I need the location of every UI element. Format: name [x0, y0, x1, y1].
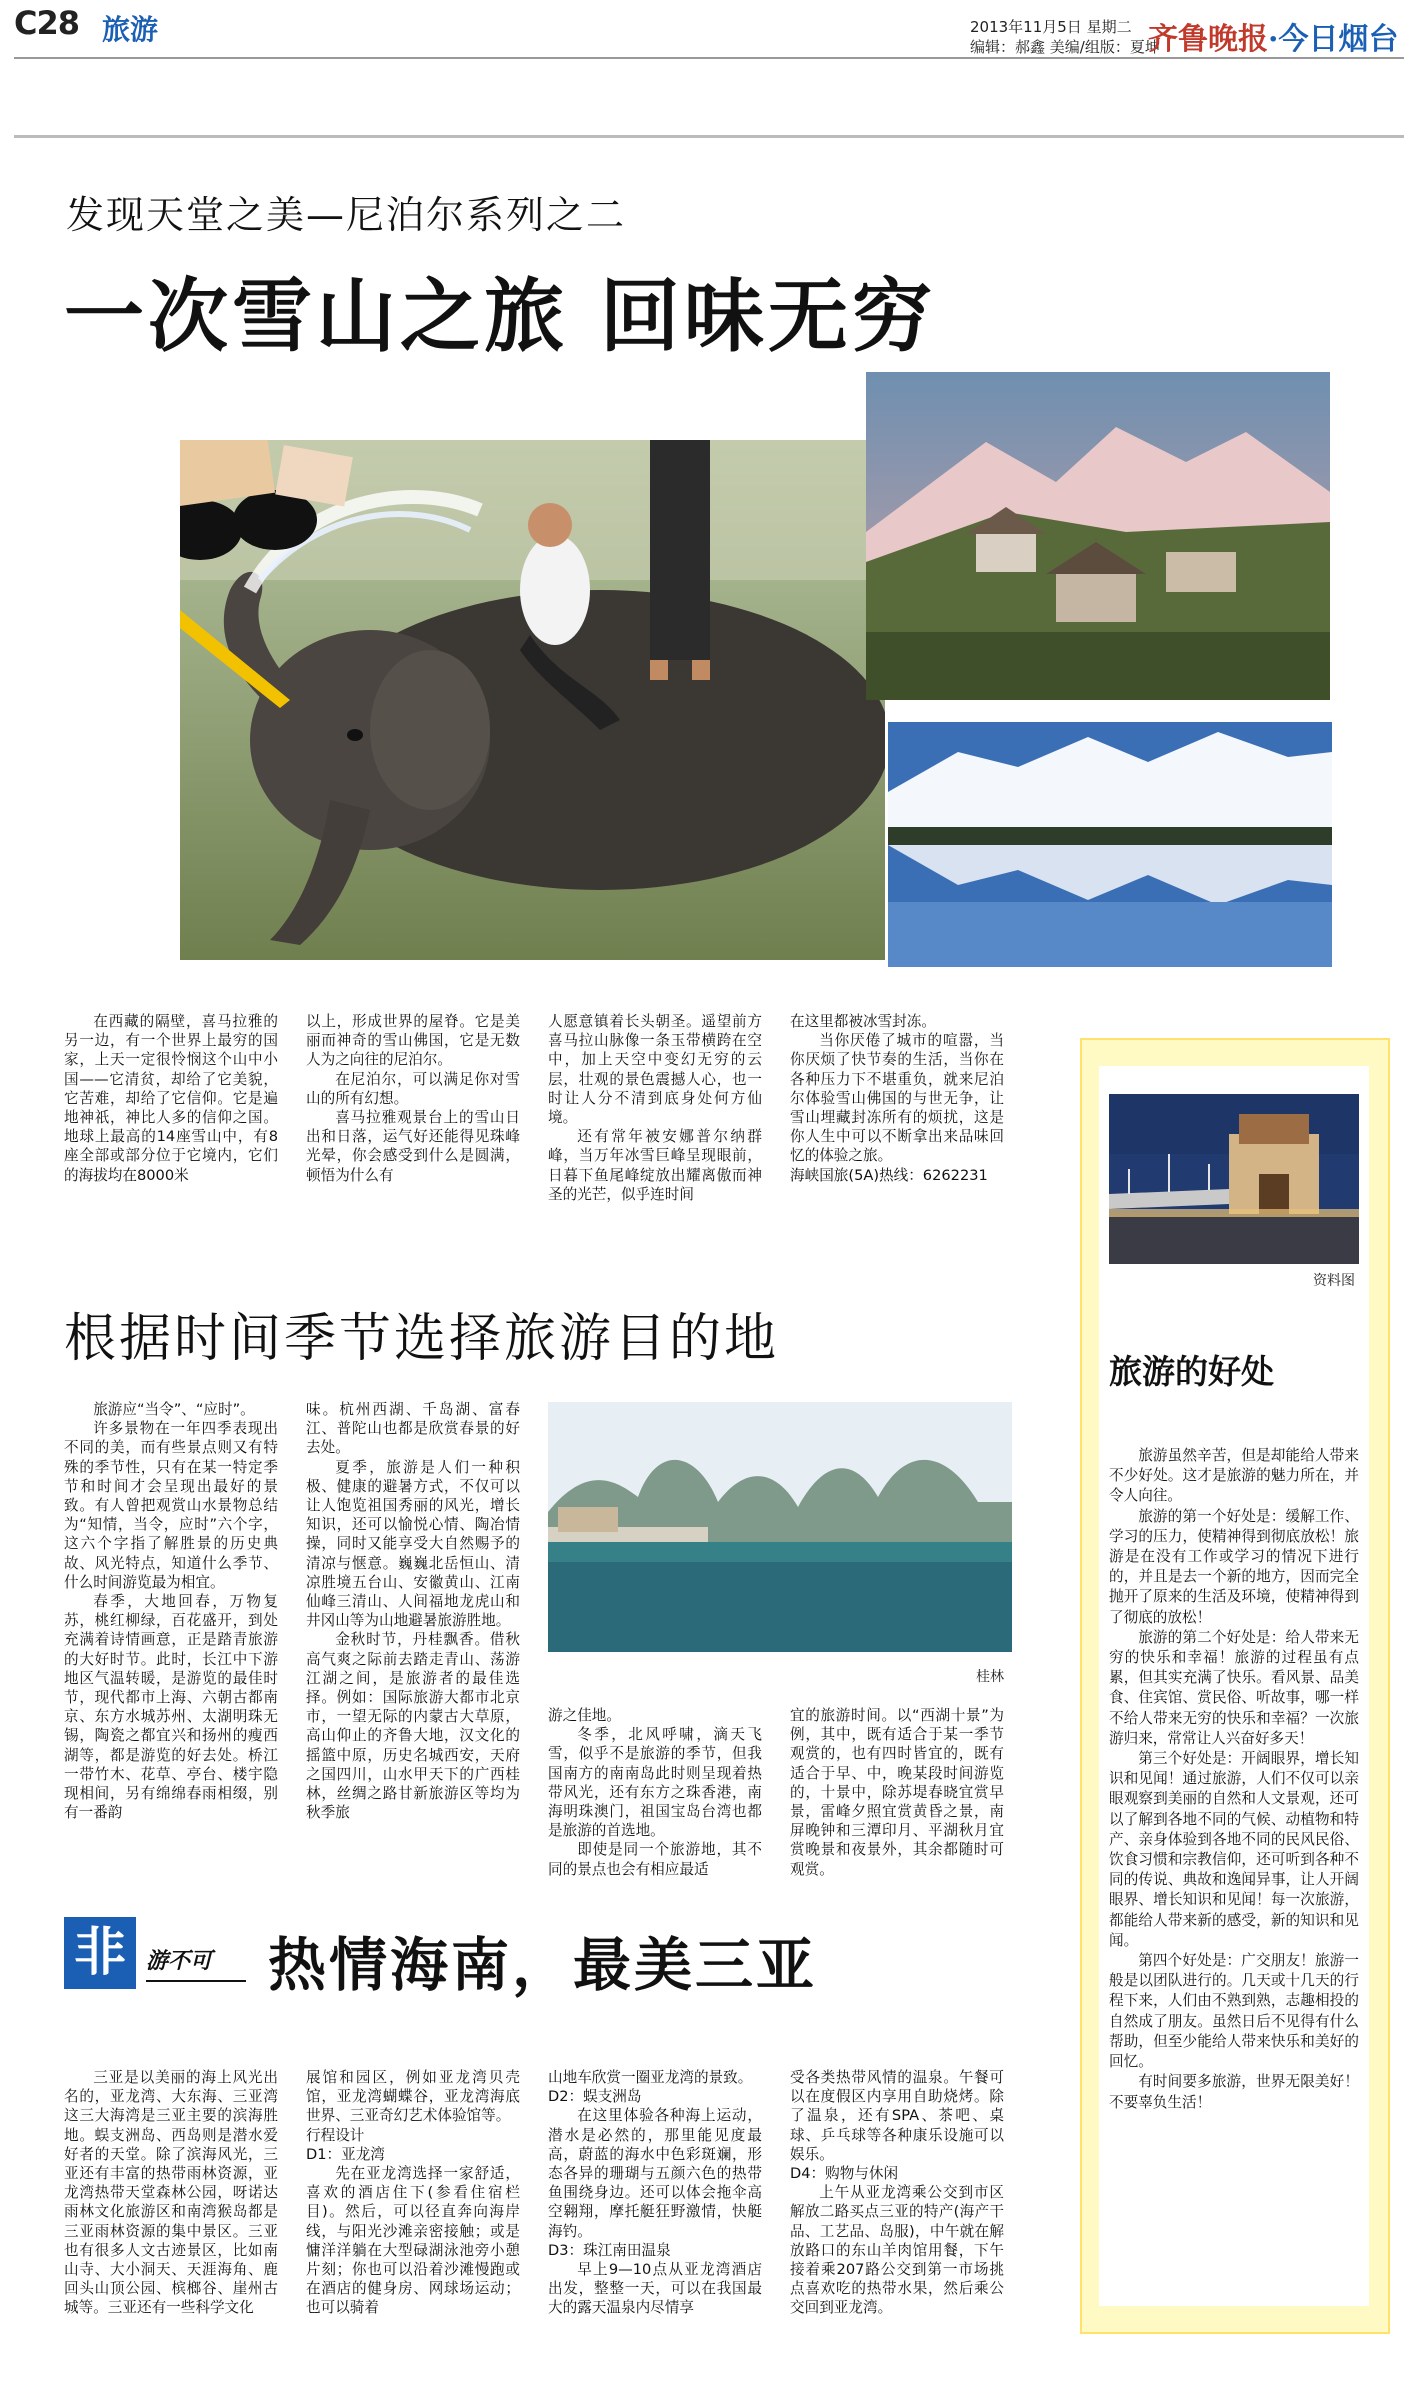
sidebar-paragraph: 旅游的第一个好处是：缓解工作、学习的压力，使精神得到彻底放松！旅游是在没有工作或学习的情况下进行的，并且是去一个新的地方，因而完全抛开了原来的生活及环境，使精神得到了彻底的放松！ — [1109, 1507, 1359, 1626]
season-paragraph: 许多景物在一年四季表现出不同的美，而有些景点则又有特殊的季节性，只有在某一特定季节和时间才会呈现出最好的景致。有人曾把观赏山水景物总结为“知情，当令，应时”六个字，这六个字指了解胜景的历史典故、风光特点，知道什么季节、什么时间游览最为相宜。 — [64, 1420, 278, 1591]
sidebar-paragraph: 第四个好处是：广交朋友！旅游一般是以团队进行的。几天或十几天的行程下来，人们由不熟到熟，志趣相投的自然成了朋友。虽然日后不见得有什么帮助，但至少能给人带来快乐和美好的回忆。 — [1109, 1952, 1359, 2071]
season-paragraph: 宜的旅游时间。以“西湖十景”为例，其中，既有适合于某一季节观赏的，也有四时皆宜的，既有适合于早、中，晚某段时间游览的，十景中，除苏堤春晓宜赏早景，雷峰夕照宜赏黄昏之景，南屏晚钟和三潭印月、平湖秋月宜赏晚景和夜景外，其余都随时可观赏。 — [790, 1707, 1004, 1878]
hainan-headline: 热情海南，最美三亚 — [268, 1931, 818, 1999]
guilin-river-photo — [548, 1402, 1012, 1652]
sidebar-paragraph: 第三个好处是：开阔眼界，增长知识和见闻！通过旅游，人们不仅可以亲眼观察到美丽的自然和人文景观，还可以了解到各地不同的气候、动植物和特产、亲身体验到各地不同的民风民俗、饮食习惯和宗教信仰，还可听到各种不同的传说、典故和逸闻异事，让人开阔眼界、增长知识和见闻！每一次旅游，都能给人带来新的感受，新的知识和见闻。 — [1109, 1750, 1359, 1949]
hainan-paragraph: 展馆和园区，例如亚龙湾贝壳馆，亚龙湾蝴蝶谷，亚龙湾海底世界、三亚奇幻艺术体验馆等。 — [306, 2069, 520, 2125]
season-paragraph: 夏季，旅游是人们一种积极、健康的避暑方式，不仅可以让人饱览祖国秀丽的风光，增长知识，还可以愉悦心情、陶冶情操，同时又能享受大自然赐予的清凉与惬意。巍巍北岳恒山、清凉胜境五台山、安徽黄山、江南仙峰三清山、人间福地龙虎山和井冈山等为山地避暑旅游胜地。 — [306, 1458, 520, 1630]
day-heading: D3：珠江南田温泉 — [548, 2241, 671, 2259]
elephant-photo — [180, 440, 885, 960]
feature-column-3 — [548, 1012, 762, 1204]
feature-paragraph: 在这里都被冰雪封冻。 — [790, 1013, 936, 1030]
feature-paragraph: 当你厌倦了城市的喧嚣，当你厌烦了快节奏的生活，当你在各种压力下不堪重负，就来尼泊尔体验雪山佛国的与世无争，让雪山埋藏封冻所有的烦扰，这是你人生中可以不断拿出来品味回忆的体验之旅。 — [790, 1032, 1004, 1165]
city-gate-photo — [1109, 1094, 1359, 1264]
newspaper-masthead — [1148, 14, 1398, 58]
masthead-name: 齐鲁晚报 — [1148, 22, 1268, 57]
editor-credits: 编辑：郝鑫 美编/组版：夏坤 — [970, 38, 1160, 56]
sidebar-body — [1109, 1446, 1359, 2113]
hainan-column-4 — [790, 2068, 1004, 2318]
season-headline: 根据时间季节选择旅游目的地 — [64, 1309, 780, 1369]
feature-paragraph: 以上，形成世界的屋脊。它是美丽而神奇的雪山佛国，它是无数人为之向往的尼泊尔。 — [306, 1013, 520, 1069]
section-name: 旅游 — [102, 13, 159, 46]
masthead-edition: ·今日烟台 — [1268, 22, 1399, 57]
season-paragraph: 味。杭州西湖、千岛湖、富春江、普陀山也都是欣赏春景的好去处。 — [306, 1401, 520, 1457]
hainan-paragraph: 三亚是以美丽的海上风光出名的，亚龙湾、大东海、三亚湾这三大海湾是三亚主要的滨海胜地。蜈支洲岛、西岛则是潜水爱好者的天堂。除了滨海风光，三亚还有丰富的热带雨林资源，亚龙湾热带天堂森林公园，呀诺达雨林文化旅游区和南湾猴岛都是三亚雨林资源的集中景区。三亚也有很多人文古迹景区，比如南山寺、大小洞天、天涯海角、鹿回头山顶公园、槟榔谷、崖州古城等。三亚还有一些科学文化 — [64, 2069, 278, 2317]
feature-column-4 — [790, 1012, 1004, 1185]
feature-column-1 — [64, 1012, 278, 1185]
hainan-column-1 — [64, 2068, 278, 2318]
feature-paragraph: 人愿意镇着长头朝圣。遥望前方喜马拉山脉像一条玉带横跨在空中，加上天空中变幻无穷的云层，壮观的景色震撼人心，也一时让人分不清到底身处何方仙境。 — [548, 1013, 762, 1127]
guilin-photo-caption: 桂林 — [976, 1669, 1004, 1685]
must-visit-tag: 游不可 — [146, 1949, 213, 1974]
day-heading: D4：购物与休闲 — [790, 2165, 899, 2183]
feature-paragraph: 喜马拉雅观景台上的雪山日出和日落，运气好还能得见珠峰光晕，你会感受到什么是圆满，顿悟为什么有 — [306, 1109, 520, 1184]
sidebar-inner-panel — [1099, 1066, 1369, 2306]
itinerary-heading: 行程设计 — [306, 2126, 365, 2144]
hainan-column-2 — [306, 2068, 520, 2318]
season-column-3 — [548, 1706, 762, 1879]
feature-kicker: 发现天堂之美—尼泊尔系列之二 — [66, 193, 627, 237]
sidebar-photo-caption: 资料图 — [1313, 1273, 1355, 1289]
season-paragraph: 旅游应“当令”、“应时”。 — [93, 1401, 255, 1418]
hainan-paragraph: 在这里体验各种海上运动，潜水是必然的，那里能见度最高，蔚蓝的海水中色彩斑斓，形态各异的珊瑚与五颜六色的热带鱼围绕身边。还可以体会拖伞高空翱翔，摩托艇狂野激情，快艇海钓。 — [548, 2107, 762, 2240]
feature-paragraph: 在尼泊尔，可以满足你对雪山的所有幻想。 — [306, 1070, 520, 1107]
day-heading: D2：蜈支洲岛 — [548, 2088, 642, 2106]
sidebar-paragraph: 有时间要多旅游，世界无限美好！不要辜负生活！ — [1109, 2073, 1359, 2111]
hainan-paragraph: 早上9—10点从亚龙湾酒店出发，整整一天，可以在我国最大的露天温泉内尽情享 — [548, 2261, 762, 2317]
sidebar-box — [1080, 1038, 1390, 2334]
sidebar-title: 旅游的好处 — [1109, 1352, 1274, 1391]
hainan-paragraph: 上午从亚龙湾乘公交到市区解放二路买点三亚的特产(海产干品、工艺品、岛服)，中午就在解放路口的东山羊肉馆用餐，下午接着乘207路公交到第一市场挑点喜欢吃的热带水果，然后乘公交回到亚龙湾。 — [790, 2184, 1004, 2317]
snow-mountain-lake-photo — [888, 722, 1332, 967]
page-number: C28 — [14, 4, 80, 42]
feature-paragraph: 在西藏的隔壁，喜马拉雅的另一边，有一个世界上最穷的国家，上天一定很怜悯这个山中小国——它清贫，却给了它美貌，它苦难，却给了它信仰。它是遍地神祇，神比人多的信仰之国。地球上最高的14座雪山中，有8座全部或部分位于它境内，它们的海拔均在8000米 — [64, 1013, 278, 1184]
hainan-paragraph: 受各类热带风情的温泉。午餐可以在度假区内享用自助烧烤。除了温泉，还有SPA、茶吧、桌球、乒乓球等各种康乐设施可以娱乐。 — [790, 2069, 1004, 2163]
day-heading: D1：亚龙湾 — [306, 2145, 385, 2163]
header-divider — [14, 57, 1404, 59]
feature-column-2 — [306, 1012, 520, 1185]
must-visit-badge: 非 — [64, 1917, 136, 1989]
hainan-paragraph: 先在亚龙湾选择一家舒适，喜欢的酒店住下(参看住宿栏目)。然后，可以径直奔向海岸线，与阳光沙滩亲密接触；或是慵洋洋躺在大型碌湖泳池旁小憩片刻；你也可以沿着沙滩慢跑或在酒店的健身房、网球场运动；也可以骑着 — [306, 2165, 520, 2317]
himalaya-village-photo — [866, 372, 1330, 700]
season-paragraph: 游之佳地。 — [548, 1707, 621, 1724]
season-paragraph: 冬季，北风呼啸，滴天飞雪，似乎不是旅游的季节，但我国南方的南南岛此时则呈现着热带风光，还有东方之珠香港，南海明珠澳门，祖国宝岛台湾也都是旅游的首选地。 — [548, 1726, 762, 1840]
season-column-1 — [64, 1400, 278, 1822]
travel-agency-hotline: 海峡国旅(5A)热线：6262231 — [790, 1166, 988, 1184]
hainan-column-3 — [548, 2068, 762, 2318]
season-column-4 — [790, 1706, 1004, 1879]
section-divider — [14, 135, 1404, 138]
feature-paragraph: 还有常年被安娜普尔纳群峰，当万年冰雪巨峰呈现眼前，日暮下鱼尾峰绽放出耀离傲而神圣的光芒，似乎连时间 — [548, 1128, 762, 1203]
sidebar-paragraph: 旅游的第二个好处是：给人带来无穷的快乐和幸福！旅游的过程虽有点累，但其实充满了快乐。看风景、品美食、住宾馆、赏民俗、听故事，哪一样不给人带来无穷的快乐和幸福？一次旅游归来，常常让人兴奋好多天！ — [1109, 1628, 1359, 1747]
must-visit-underline — [146, 1980, 246, 1982]
season-paragraph: 金秋时节，丹桂飘香。借秋高气爽之际前去踏走青山、荡游江湖之间，是旅游者的最佳选择。例如：国际旅游大都市北京市，一望无际的内蒙古大草原，高山仰止的齐鲁大地，汉文化的摇篮中原，历史名城西安，天府之国四川，山水甲天下的广西桂林，丝绸之路甘新旅游区等均为秋季旅 — [306, 1631, 520, 1822]
issue-date: 2013年11月5日 星期二 — [970, 18, 1132, 36]
season-column-2 — [306, 1400, 520, 1822]
season-paragraph: 春季，大地回春，万物复苏，桃红柳绿，百花盛开，到处充满着诗情画意，正是踏青旅游的大好时节。此时，长江中下游地区气温转暖，是游览的最佳时节，现代都市上海、六朝古都南京、东方水城苏州、太湖明珠无锡，陶瓷之都宜兴和扬州的瘦西湖等，都是游览的好去处。桥江一带竹木、花草、亭台、楼宇隐现相间，另有绵绵春雨相缀，别有一番韵 — [64, 1593, 278, 1822]
hainan-paragraph: 山地车欣赏一圈亚龙湾的景致。 — [548, 2069, 753, 2086]
feature-headline: 一次雪山之旅 回味无穷 — [64, 270, 936, 363]
sidebar-paragraph: 旅游虽然辛苦，但是却能给人带来不少好处。这才是旅游的魅力所在，并令人向往。 — [1109, 1447, 1359, 1505]
season-paragraph: 即使是同一个旅游地，其不同的景点也会有相应最适 — [548, 1841, 762, 1878]
